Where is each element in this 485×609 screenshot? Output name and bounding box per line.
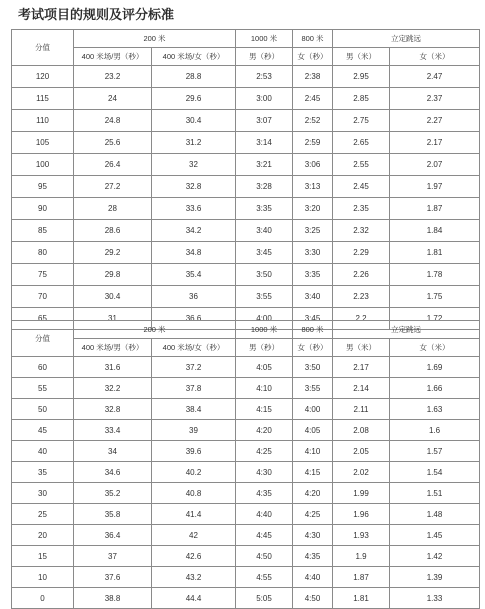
cell-run-400-male: 28 [74,198,152,220]
cell-jump-female: 1.69 [390,357,480,378]
subheader-jump-female: 女（米） [390,48,480,66]
header-800m: 800 米 [293,30,333,48]
cell-run-800-female: 4:00 [293,399,333,420]
table-row [12,286,480,308]
cell-jump-male: 2.55 [333,154,390,176]
cell-score: 20 [12,525,74,546]
cell-run-400-female: 40.2 [152,462,236,483]
cell-run-400-female: 44.4 [152,588,236,609]
cell-run-1000-male: 3:14 [236,132,293,154]
cell-score: 60 [12,357,74,378]
cell-score: 25 [12,504,74,525]
cell-jump-female: 1.42 [390,546,480,567]
cell-score: 50 [12,399,74,420]
table-row [12,66,480,88]
cell-run-400-male: 29.8 [74,264,152,286]
cell-run-800-female: 4:05 [293,420,333,441]
cell-run-400-female: 31.2 [152,132,236,154]
cell-run-400-male: 27.2 [74,176,152,198]
cell-run-400-male: 34 [74,441,152,462]
cell-run-1000-male: 4:05 [236,357,293,378]
cell-run-1000-male: 3:28 [236,176,293,198]
cell-run-800-female: 2:59 [293,132,333,154]
table-row [12,399,480,420]
cell-run-1000-male: 4:00 [236,308,293,330]
cell-jump-female: 1.33 [390,588,480,609]
cell-score: 120 [12,66,74,88]
cell-score: 85 [12,220,74,242]
cell-run-400-female: 38.4 [152,399,236,420]
cell-run-400-male: 23.2 [74,66,152,88]
cell-jump-female: 1.51 [390,483,480,504]
cell-run-1000-male: 4:15 [236,399,293,420]
cell-run-1000-male: 4:20 [236,420,293,441]
cell-run-800-female: 4:50 [293,588,333,609]
cell-jump-female: 1.57 [390,441,480,462]
subheader-jump-female: 女（米） [390,339,480,357]
cell-run-400-female: 34.2 [152,220,236,242]
cell-run-800-female: 3:55 [293,378,333,399]
cell-run-1000-male: 4:50 [236,546,293,567]
score-table-2 [11,320,480,609]
cell-run-400-female: 39.6 [152,441,236,462]
cell-jump-male: 2.45 [333,176,390,198]
header-1000m: 1000 米 [236,321,293,339]
table-row [12,154,480,176]
table-row [12,357,480,378]
cell-jump-female: 1.81 [390,242,480,264]
subheader-800-female: 女（秒） [293,48,333,66]
header-long-jump: 立定跳远 [333,321,480,339]
table-row [12,176,480,198]
cell-jump-male: 2.05 [333,441,390,462]
cell-run-400-male: 35.8 [74,504,152,525]
table-row [12,242,480,264]
cell-run-400-female: 34.8 [152,242,236,264]
cell-jump-male: 2.75 [333,110,390,132]
cell-run-400-male: 32.2 [74,378,152,399]
cell-jump-male: 2.14 [333,378,390,399]
cell-jump-male: 2.26 [333,264,390,286]
cell-run-800-female: 4:20 [293,483,333,504]
cell-jump-female: 2.37 [390,88,480,110]
cell-score: 55 [12,378,74,399]
cell-run-400-female: 42 [152,525,236,546]
cell-run-400-male: 24 [74,88,152,110]
cell-score: 75 [12,264,74,286]
cell-run-800-female: 4:35 [293,546,333,567]
cell-jump-male: 2.85 [333,88,390,110]
cell-run-1000-male: 3:45 [236,242,293,264]
subheader-jump-male: 男（米） [333,339,390,357]
cell-run-800-female: 3:20 [293,198,333,220]
cell-run-1000-male: 4:55 [236,567,293,588]
cell-run-400-male: 36.4 [74,525,152,546]
cell-run-400-female: 39 [152,420,236,441]
cell-run-400-male: 31.6 [74,357,152,378]
cell-run-1000-male: 3:50 [236,264,293,286]
cell-jump-male: 1.99 [333,483,390,504]
cell-run-400-male: 30.4 [74,286,152,308]
table-row [12,504,480,525]
subheader-400-female: 400 米场/女（秒） [152,339,236,357]
cell-jump-female: 2.27 [390,110,480,132]
cell-run-1000-male: 4:25 [236,441,293,462]
cell-score: 65 [12,308,74,330]
table-row [12,132,480,154]
cell-jump-female: 1.39 [390,567,480,588]
cell-run-800-female: 3:30 [293,242,333,264]
table-row [12,588,480,609]
cell-run-800-female: 2:38 [293,66,333,88]
cell-jump-male: 1.96 [333,504,390,525]
cell-run-400-male: 37 [74,546,152,567]
cell-run-400-male: 34.6 [74,462,152,483]
cell-run-800-female: 4:30 [293,525,333,546]
cell-run-400-male: 38.8 [74,588,152,609]
cell-jump-female: 1.84 [390,220,480,242]
cell-score: 15 [12,546,74,567]
cell-run-400-female: 43.2 [152,567,236,588]
cell-run-400-female: 28.8 [152,66,236,88]
cell-run-800-female: 2:52 [293,110,333,132]
cell-run-800-female: 4:40 [293,567,333,588]
cell-run-400-male: 25.6 [74,132,152,154]
cell-run-1000-male: 4:45 [236,525,293,546]
cell-run-400-male: 32.8 [74,399,152,420]
cell-score: 90 [12,198,74,220]
header-long-jump: 立定跳远 [333,30,480,48]
cell-run-400-female: 33.6 [152,198,236,220]
cell-run-800-female: 3:50 [293,357,333,378]
score-table-1 [11,29,480,330]
cell-run-400-male: 24.8 [74,110,152,132]
cell-score: 45 [12,420,74,441]
cell-run-1000-male: 3:07 [236,110,293,132]
cell-run-400-male: 29.2 [74,242,152,264]
cell-run-400-male: 33.4 [74,420,152,441]
cell-run-400-female: 35.4 [152,264,236,286]
subheader-800-female: 女（秒） [293,339,333,357]
cell-score: 110 [12,110,74,132]
table-row [12,264,480,286]
cell-run-1000-male: 3:35 [236,198,293,220]
cell-run-800-female: 3:06 [293,154,333,176]
table-row [12,110,480,132]
cell-run-1000-male: 3:40 [236,220,293,242]
cell-jump-male: 2.35 [333,198,390,220]
cell-run-1000-male: 4:35 [236,483,293,504]
cell-run-400-female: 29.6 [152,88,236,110]
header-800m: 800 米 [293,321,333,339]
header-1000m: 1000 米 [236,30,293,48]
cell-jump-male: 1.87 [333,567,390,588]
cell-run-1000-male: 4:30 [236,462,293,483]
cell-jump-male: 2.23 [333,286,390,308]
cell-run-800-female: 2:45 [293,88,333,110]
table-row [12,378,480,399]
subheader-400-female: 400 米场/女（秒） [152,48,236,66]
cell-run-1000-male: 3:21 [236,154,293,176]
table-row [12,88,480,110]
header-200m: 200 米 [74,30,236,48]
cell-score: 80 [12,242,74,264]
cell-run-1000-male: 3:55 [236,286,293,308]
table-row [12,441,480,462]
cell-run-400-female: 36.6 [152,308,236,330]
cell-run-800-female: 3:40 [293,286,333,308]
cell-jump-female: 1.63 [390,399,480,420]
cell-jump-male: 2.02 [333,462,390,483]
cell-jump-female: 1.6 [390,420,480,441]
cell-jump-male: 2.29 [333,242,390,264]
cell-run-800-female: 3:35 [293,264,333,286]
cell-score: 0 [12,588,74,609]
subheader-jump-male: 男（米） [333,48,390,66]
cell-jump-male: 1.81 [333,588,390,609]
cell-score: 115 [12,88,74,110]
page-title: 考试项目的规则及评分标准 [18,8,175,23]
cell-jump-female: 1.48 [390,504,480,525]
cell-run-1000-male: 3:00 [236,88,293,110]
cell-run-800-female: 4:25 [293,504,333,525]
cell-score: 105 [12,132,74,154]
cell-jump-female: 1.75 [390,286,480,308]
table-row [12,525,480,546]
cell-run-800-female: 4:10 [293,441,333,462]
cell-run-800-female: 4:15 [293,462,333,483]
cell-jump-female: 1.45 [390,525,480,546]
cell-run-400-male: 37.6 [74,567,152,588]
cell-jump-male: 2.65 [333,132,390,154]
table-row [12,420,480,441]
cell-jump-male: 2.2 [333,308,390,330]
table-row [12,546,480,567]
cell-run-800-female: 3:45 [293,308,333,330]
cell-jump-female: 1.97 [390,176,480,198]
cell-run-400-female: 42.6 [152,546,236,567]
cell-run-800-female: 3:25 [293,220,333,242]
cell-jump-male: 1.93 [333,525,390,546]
cell-jump-male: 2.11 [333,399,390,420]
cell-jump-male: 1.9 [333,546,390,567]
cell-run-800-female: 3:13 [293,176,333,198]
cell-run-1000-male: 4:10 [236,378,293,399]
subheader-400-male: 400 米场/男（秒） [74,339,152,357]
table-row [12,220,480,242]
header-score: 分值 [12,30,74,66]
subheader-400-male: 400 米场/男（秒） [74,48,152,66]
cell-run-400-female: 41.4 [152,504,236,525]
cell-jump-female: 1.66 [390,378,480,399]
cell-score: 100 [12,154,74,176]
cell-run-400-female: 37.2 [152,357,236,378]
cell-run-400-female: 36 [152,286,236,308]
cell-jump-female: 1.54 [390,462,480,483]
cell-jump-male: 2.08 [333,420,390,441]
cell-jump-female: 2.47 [390,66,480,88]
header-score: 分值 [12,321,74,357]
cell-score: 10 [12,567,74,588]
cell-jump-male: 2.32 [333,220,390,242]
cell-run-1000-male: 5:05 [236,588,293,609]
cell-run-400-female: 30.4 [152,110,236,132]
cell-jump-female: 1.87 [390,198,480,220]
cell-run-400-female: 32 [152,154,236,176]
cell-run-1000-male: 4:40 [236,504,293,525]
cell-jump-female: 1.78 [390,264,480,286]
table-row [12,567,480,588]
cell-score: 40 [12,441,74,462]
cell-run-1000-male: 2:53 [236,66,293,88]
cell-jump-male: 2.95 [333,66,390,88]
cell-run-400-male: 28.6 [74,220,152,242]
cell-score: 95 [12,176,74,198]
cell-run-400-male: 31 [74,308,152,330]
cell-run-400-male: 26.4 [74,154,152,176]
cell-run-400-male: 35.2 [74,483,152,504]
cell-run-400-female: 40.8 [152,483,236,504]
cell-run-400-female: 37.8 [152,378,236,399]
table-row [12,198,480,220]
cell-score: 30 [12,483,74,504]
subheader-1000-male: 男（秒） [236,339,293,357]
cell-jump-male: 2.17 [333,357,390,378]
cell-score: 35 [12,462,74,483]
subheader-1000-male: 男（秒） [236,48,293,66]
cell-score: 70 [12,286,74,308]
cell-run-400-female: 32.8 [152,176,236,198]
table-row [12,462,480,483]
cell-jump-female: 2.07 [390,154,480,176]
header-200m: 200 米 [74,321,236,339]
table-row [12,483,480,504]
cell-jump-female: 2.17 [390,132,480,154]
cell-jump-female: 1.72 [390,308,480,330]
